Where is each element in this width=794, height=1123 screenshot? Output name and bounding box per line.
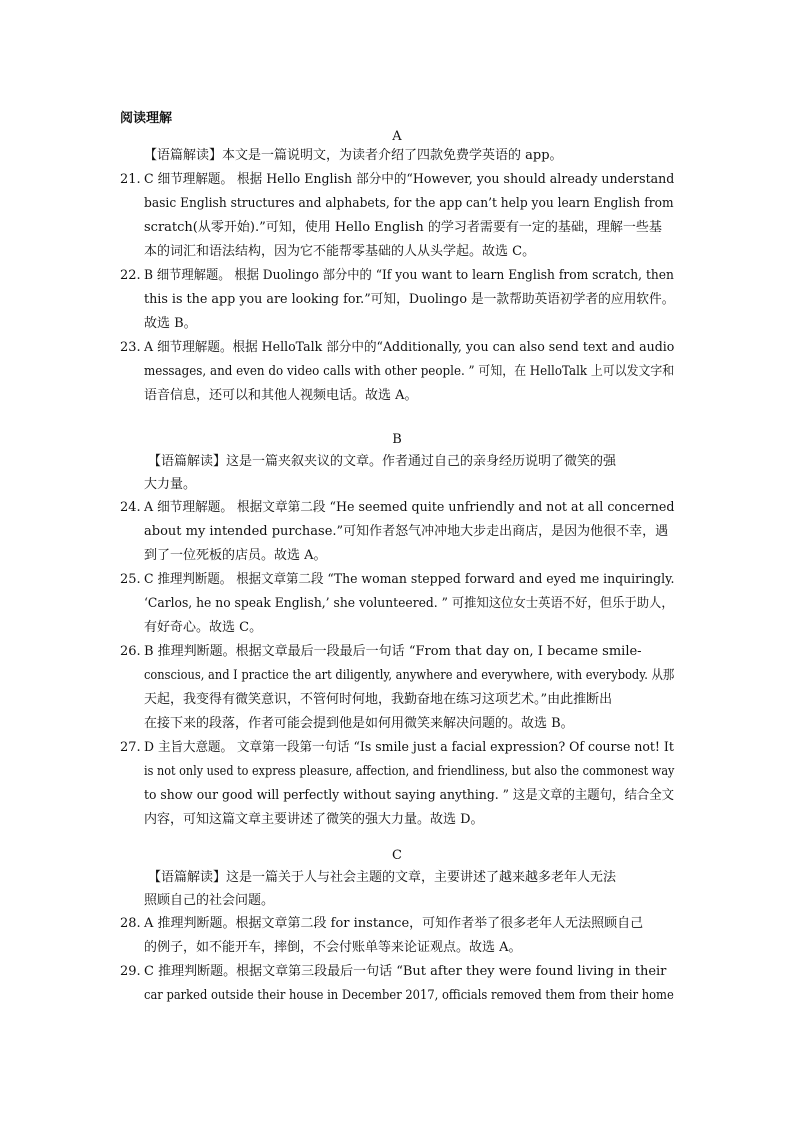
answer-line: basic English structures and alphabets, for the app can’t help you learn English from [144,196,674,211]
question-number: 22. [120,268,141,283]
section-title: 阅读理解 [120,111,173,126]
question-number: 27. [120,740,141,755]
answer-line: A 细节理解题。 根据文章第二段 “He seemed quite unfriendly and not at all concerned [144,500,675,515]
answer-line: 天起，我变得有微笑意识，不管何时何地，我勤奋地在练习这项艺术。”由此推断出 [144,692,613,707]
question-number: 26. [120,644,141,659]
question-number: 24. [120,500,141,515]
answer-line: messages, and even do video calls with other people. ” 可知，在 HelloTalk 上可以发文字和 [144,364,675,379]
section-b-intro: 【语篇解读】这是一篇夹叙夹议的文章。作者通过自己的亲身经历说明了微笑的强 [148,454,617,469]
answer-line: ‘Carlos, he no speak English,’ she volunteered. ” 可推知这位女士英语不好，但乐于助人， [144,596,674,611]
answer-line: 本的词汇和语法结构，因为它不能帮零基础的人从头学起。故选 C。 [144,244,536,259]
answer-line: this is the app you are looking for.”可知，Duolingo 是一款帮助英语初学者的应用软件。 [144,292,675,307]
answer-line: A 推理判断题。根据文章第二段 for instance，可知作者举了很多老年人无法照顾自己 [144,916,644,931]
answer-line: to show our good will perfectly without saying anything. ” 这是文章的主题句，结合全文 [144,788,675,803]
question-number: 25. [120,572,141,587]
answer-line: 的例子，如不能开车，摔倒，不会付账单等来论证观点。故选 A。 [144,940,522,955]
section-c-intro: 【语篇解读】这是一篇关于人与社会主题的文章，主要讲述了越来越多老年人无法 [148,870,617,885]
question-number: 21. [120,172,141,187]
answer-line: scratch(从零开始).”可知，使用 Hello English 的学习者需要有一定的基础，理解一些基 [144,220,662,235]
answer-line: C 推理判断题。 根据文章第二段 “The woman stepped forward and eyed me inquiringly. [144,572,675,587]
answer-line: D 主旨大意题。 文章第一段第一句话 “Is smile just a facial expression? Of course not! It [144,740,674,755]
answer-line: C 推理判断题。根据文章第三段最后一句话 “But after they were found living in their [144,964,667,979]
answer-line: 在接下来的段落，作者可能会提到他是如何用微笑来解决问题的。故选 B。 [144,716,574,731]
answer-line: is not only used to express pleasure, affection, and friendliness, but also the commonest way [144,764,675,779]
question-number: 29. [120,964,141,979]
answer-line: B 细节理解题。 根据 Duolingo 部分中的 “If you want to learn English from scratch, then [144,268,674,283]
answer-line: 语音信息，还可以和其他人视频电话。故选 A。 [144,388,418,403]
answer-line: about my intended purchase.”可知作者怒气冲冲地大步走出商店，是因为他很不幸，遇 [144,524,669,539]
answer-line: B 推理判断题。根据文章最后一段最后一句话 “From that day on, I became smile- [144,644,642,659]
section-a-intro: 【语篇解读】本文是一篇说明文，为读者介绍了四款免费学英语的 app。 [144,148,563,163]
section-c-heading: C [392,848,402,863]
section-b-heading: B [392,432,402,447]
answer-line: C 细节理解题。 根据 Hello English 部分中的“However, you should already understand [144,172,675,187]
answer-line: 有好奇心。故选 C。 [144,620,263,635]
question-number: 23. [120,340,141,355]
question-number: 28. [120,916,141,931]
section-c-intro: 照顾自己的社会问题。 [144,893,275,908]
answer-line: conscious, and I practice the art diligently, anywhere and everywhere, with everybody. 从那 [144,668,675,683]
answer-line: 内容，可知这篇文章主要讲述了微笑的强大力量。故选 D。 [144,812,484,827]
answer-line: car parked outside their house in December 2017, officials removed them from their home [144,988,674,1003]
section-b-intro: 大力量。 [144,477,197,492]
section-a-heading: A [392,129,402,144]
answer-line: 故选 B。 [144,316,197,331]
answer-line: 到了一位死板的店员。故选 A。 [144,548,327,563]
answer-line: A 细节理解题。根据 HelloTalk 部分中的“Additionally, you can also send text and audio [144,340,675,355]
